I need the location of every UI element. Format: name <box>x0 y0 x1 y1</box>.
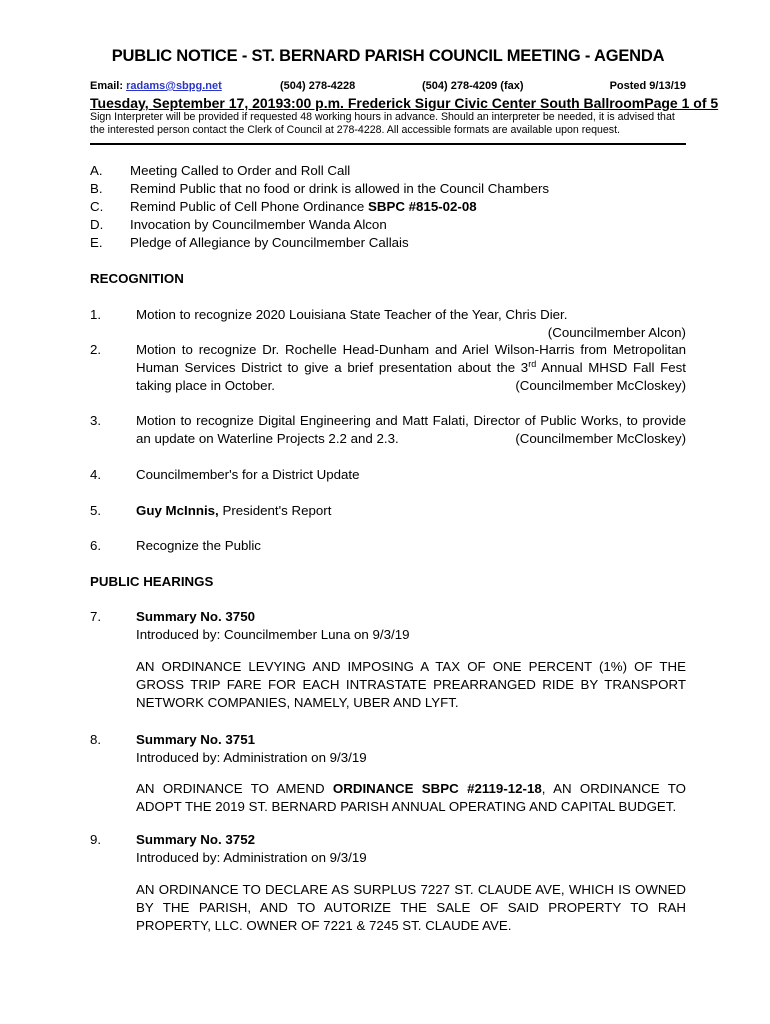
item-text: Invocation by Councilmember Wanda Alcon <box>130 217 387 232</box>
introduced-by: Introduced by: Administration on 9/3/19 <box>136 750 367 765</box>
ordinance-text-plain: , AN ORDINANCE TO ADOPT THE 2019 ST. BERNARD PARISH ANNUAL OPERATING AND CAPITAL BUDGET. <box>136 781 687 814</box>
recognition-heading: RECOGNITION <box>90 271 184 286</box>
item-text: Motion to recognize Digital Engineering and Matt Falati, Director of Public Works, to provide an update on Waterline Projects 2.2 and 2.3. <box>136 413 686 446</box>
item-text: Remind Public that no food or drink is allowed in the Council Chambers <box>130 181 550 196</box>
item-text-plain: Annual MHSD Fall Fest taking place in October. <box>136 360 686 393</box>
item-number: 7. <box>90 609 102 624</box>
item-number: 9. <box>90 832 102 847</box>
ordinance-ref: SBPC #815-02-08 <box>368 199 477 214</box>
item-letter: A. <box>90 163 103 178</box>
introduced-by: Introduced by: Councilmember Luna on 9/3/19 <box>136 627 410 642</box>
posted-date: Posted 9/13/19 <box>609 80 686 92</box>
item-text: Councilmember's for a District Update <box>136 467 360 482</box>
interpreter-note: Sign Interpreter will be provided if requested 48 working hours in advance. Should an interpreter be needed, it is advised that the interested person contact the Clerk of Council at 278-4228. All accessible formats are available upon request. <box>90 111 675 136</box>
item-number: 8. <box>90 732 102 747</box>
item-text-plain: Remind Public of Cell Phone Ordinance <box>130 199 368 214</box>
ordinance-text: AN ORDINANCE LEVYING AND IMPOSING A TAX OF ONE PERCENT (1%) OF THE GROSS TRIP FARE FOR EACH INTRASTATE PREARRANGED RIDE BY TRANSPORT NETWORK COMPANIES, NAMELY, UBER AND LYFT. <box>136 659 686 710</box>
email-label: Email: <box>90 80 124 92</box>
item-letter: B. <box>90 181 103 196</box>
meeting-line <box>90 95 719 111</box>
ordinance-ref: ORDINANCE SBPC #2119-12-18 <box>332 781 542 796</box>
ordinance-text-plain: AN ORDINANCE TO AMEND <box>136 781 333 796</box>
introduced-by: Introduced by: Administration on 9/3/19 <box>136 850 367 865</box>
ordinal-suffix: rd <box>528 359 537 369</box>
item-text: Meeting Called to Order and Roll Call <box>130 163 351 178</box>
item-number: 5. <box>90 503 102 518</box>
meeting-time-place: 3:00 p.m. Frederick Sigur Civic Center South Ballroom <box>283 95 645 111</box>
sponsor: (Councilmember McCloskey) <box>515 431 686 446</box>
item-letter: D. <box>90 217 104 232</box>
item-text-plain: Motion to recognize Dr. Rochelle Head-Dunham and Ariel Wilson-Harris from Metropolitan Human Services District to give a brief presentation about the 3 <box>136 342 686 375</box>
header-divider <box>90 143 686 145</box>
item-text-plain: Motion to recognize 2020 Louisiana State Teacher of the Year, Chris Dier. <box>136 307 568 322</box>
ordinance-text <box>136 780 686 816</box>
item-number: 6. <box>90 538 102 553</box>
item-number: 3. <box>90 413 102 428</box>
sponsor: (Councilmember Alcon) <box>547 325 686 340</box>
item-letter: C. <box>90 199 104 214</box>
item-number: 2. <box>90 342 102 357</box>
public-hearings-heading: PUBLIC HEARINGS <box>90 574 214 589</box>
email-group <box>90 80 222 92</box>
fax-number: (504) 278-4209 (fax) <box>422 80 524 92</box>
item-text <box>136 731 686 767</box>
page-title: PUBLIC NOTICE - ST. BERNARD PARISH COUNCIL MEETING - AGENDA <box>111 47 665 65</box>
item-text-plain: President's Report <box>218 503 332 518</box>
phone-number: (504) 278-4228 <box>280 80 356 92</box>
summary-number: Summary No. 3750 <box>136 609 255 624</box>
meeting-date: Tuesday, September 17, 2019 <box>90 95 284 111</box>
item-text <box>136 502 686 520</box>
item-number: 1. <box>90 307 102 322</box>
item-text: Recognize the Public <box>136 538 261 553</box>
item-text <box>136 608 686 644</box>
item-text <box>136 831 686 867</box>
item-text <box>136 306 686 342</box>
summary-number: Summary No. 3751 <box>136 732 255 747</box>
summary-number: Summary No. 3752 <box>136 832 255 847</box>
item-number: 4. <box>90 467 102 482</box>
sponsor: (Councilmember McCloskey) <box>515 378 686 393</box>
president-name: Guy McInnis, <box>136 503 219 518</box>
item-text <box>130 198 686 216</box>
email-link[interactable]: radams@sbpg.net <box>126 80 222 92</box>
ordinance-text: AN ORDINANCE TO DECLARE AS SURPLUS 7227 ST. CLAUDE AVE, WHICH IS OWNED BY THE PARISH, AND TO AUTORIZE THE SALE OF SAID PROPERTY TO RAH PROPERTY, LLC. OWNER OF 7221 & 7245 ST. CLAUDE AVE. <box>136 882 686 933</box>
item-text: Pledge of Allegiance by Councilmember Callais <box>130 235 409 250</box>
page-number: Page 1 of 5 <box>644 95 719 111</box>
item-letter: E. <box>90 235 103 250</box>
